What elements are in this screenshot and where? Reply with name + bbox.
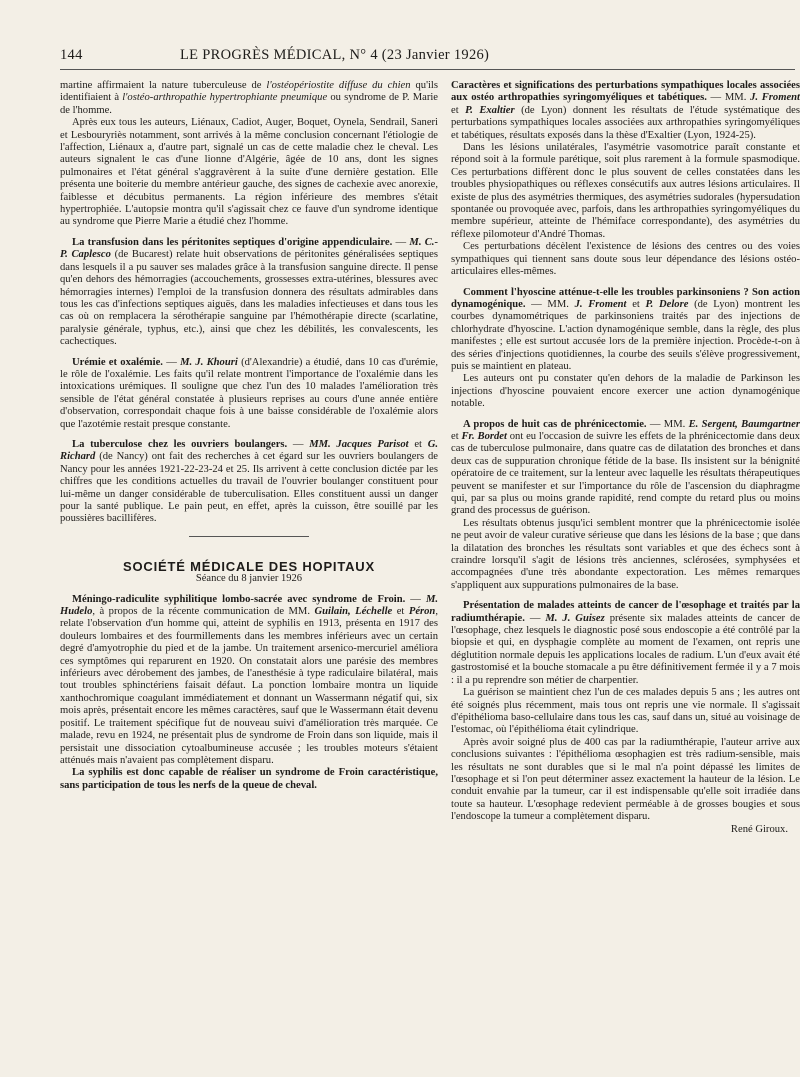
paragraph: Les auteurs ont pu constater qu'en dehors de la maladie de Parkinson les injections d'hyoscine pouvaient encore exercer une action dynamogénique notable. bbox=[451, 373, 800, 410]
author: J. Froment bbox=[574, 298, 627, 310]
signature: René Giroux. bbox=[730, 823, 788, 835]
header-rule bbox=[60, 69, 795, 70]
author: Guilain, Léchelle bbox=[314, 606, 393, 618]
paragraph: Les résultats obtenus jusqu'ici semblent montrer que la phrénicectomie isolée ne peut avoir de valeur curative sérieuse que dans les lésions de la base ; que dans la dilatation des bronches les résultats sont variables et que des échecs sont à craindre lorsqu'il s'agit de lésions très anciennes, sclérosées, symphysées et accompagnées d'une très abondante expectoration. Les mêmes remarques s'appliquent aux suppurations pulmonaires de la base. bbox=[451, 517, 800, 591]
author: Péron bbox=[408, 606, 436, 618]
article-meningo: Méningo-radiculite syphilitique lombo-sacrée avec syndrome de Froin. — M. Hudelo, à propos de la récente communication de MM. Guilain, Léchelle et Péron, relate l'observation d'un homme qui, atteint de syphilis en 1913, présenta en 1917 des douleurs lombaires et des fourmillements dans les membres inférieurs avec un certain degré d'amyotrophie du pied et de la jambe. Un traitement arsenico-mercuriel améliora ces symptômes qui reparurent en 1920. On constatait alors une parésie des membres inférieurs avec dérobement des jambes, de l'anesthésie à type radiculaire bilatéral, mais tout troubles sphinctériens faisait défaut. La ponction lombaire montra un liquide xanthochromique coagulant immédiatement et donnant un Wassermann négatif qui, six mois après, présentait encore les mêmes caractères, sauf que le Wassermann était devenu positif. Le traitement spécifique fut de nouveau suivi d'amélioration très marquée. Ce malade, revu en 1924, ne présentait plus de syndrome de Froin dans son liquide, mais il persistait une dissociation cytoalbumineuse accusée ; les troubles moteurs s'étaient atténués mais n'avaient pas complètement disparu. bbox=[60, 593, 439, 766]
paragraph: Ces perturbations décèlent l'existence de lésions des centres ou des voies sympathiques qui tiennent sans doute sous leur dépendance des lésions ostéo-articulaires elles-mêmes. bbox=[451, 241, 800, 278]
article-title: Caractères et significations des perturbations sympathiques locales associées aux ostéo arthropathies syringomyéliques et tabétiques. bbox=[451, 80, 800, 104]
paragraph: Après eux tous les auteurs, Liénaux, Cadiot, Auger, Boquet, Oynela, Sendrail, Saneri et Lesbouryriès notamment, sont arrivés à la même conclusion concernant l'étiologie de l'affection, Liénaux a, d'autre part, signalé un cas de cette maladie chez le cheval. Les auteurs signalent le cas d'une lionne d'Algérie, âgée de 10 ans, dont les signes pulmonaires et l'état général s'aggravèrent à la suite d'une dernière gestation. Elle présenta une boiterie du membre antérieur gauche, des signes de cachexie avec anorexie, faiblesse et décubitus permanents. La région inférieure des membres s'était hypertrophiée. L'autopsie montra qu'il s'agissait chez ce fauve d'un syndrome identique au syndrome que Pierre Marie a étudié chez l'homme. bbox=[60, 117, 438, 228]
running-title: LE PROGRÈS MÉDICAL, N° 4 (23 Janvier 1926) bbox=[180, 47, 490, 63]
author: M. Hudelo bbox=[60, 593, 439, 618]
author: P. Exaltier bbox=[465, 104, 515, 116]
article-tuberculose: La tuberculose chez les ouvriers boulangers. — MM. Jacques Parisot et G. Richard (de Nancy) ont fait des recherches à cet égard sur les ouvriers boulangers de Nancy pour les années 1921-22-23-24 et 25. Ils arrivent à cette conclusion dictée par les chiffres que les conditions actuelles du travail de l'ouvrier boulanger constituent pour lui-même un danger considérable de tuberculisation. Elles constituent aussi un danger pour la santé publique. Le pain peut, en effet, après la cuisson, être souillé par les poussières bacillifères. bbox=[60, 438, 438, 525]
paragraph: Dans les lésions unilatérales, l'asymétrie vasomotrice paraît constante et répond soit à la formule parétique, soit plus rarement à la formule spasmodique. Ces perturbations diffèrent donc le plus souvent de celles constatées dans les troubles physiopathiques ou réflexes consécutifs aux autres lésions articulaires. Il existe de plus des asymétries thermiques, des asymétries sudorales (hypersudation spontanée ou provoquée avec, parfois, dans les arthropathies syringomyéliques du membre supérieur, atteinte de l'hémiface correspondante), des asymétries du réflexe pilomoteur d'André Thomas. bbox=[451, 142, 800, 240]
article-title: La tuberculose chez les ouvriers boulangers. bbox=[72, 438, 288, 450]
paragraph: martine affirmaient la nature tuberculeuse de l'ostéopériostite diffuse du chien qu'ils identifiaient à l'ostéo-arthropathie hypertrophiante pneumique ou syndrome de P. Marie de l'homme. bbox=[60, 80, 438, 116]
article-oesophage: Présentation de malades atteints de cancer de l'œsophage et traités par la radiumthérapie. — M. J. Guisez présente six malades atteints de cancer de l'œsophage, chez lesquels le diagnostic posé sous endoscopie a été contrôlé par la biopsie et qui, en dysphagie complète au moment de l'examen, ont repris une déglutition normale depuis les applications locales de radium. L'un d'eux avait été gastrostomisé et la bouche stomacale a pu être définitivement fermée il y a 7 mois : il a pu reprendre son métier de charpentier. bbox=[451, 600, 800, 686]
article-title: Comment l'hyoscine atténue-t-elle les troubles parkinsoniens ? Son action dynamogénique. bbox=[451, 286, 800, 310]
author: Fr. Bordet bbox=[461, 430, 507, 442]
author: M. C.-P. Caplesco bbox=[60, 236, 438, 261]
author: P. Delore bbox=[645, 298, 689, 310]
author: E. Sergent, Baumgartner bbox=[688, 418, 800, 430]
article-title: Présentation de malades atteints de cancer de l'œsophage et traités par la radiumthérapie. bbox=[451, 600, 800, 624]
author: MM. Jacques Parisot bbox=[309, 438, 409, 450]
author: M. J. Guisez bbox=[545, 612, 605, 624]
section-heading: SOCIÉTÉ MÉDICALE DES HOPITAUX bbox=[123, 558, 375, 574]
article-sympathiques: Caractères et significations des perturbations sympathiques locales associées aux ostéo arthropathies syringomyéliques et tabétiques. — MM. J. Froment et P. Exaltier (de Lyon) donnent les résultats de l'étude systématique des perturbations sympathiques locales associées aux arthropathies syringomyéliques et tabétiques, résultats exposés dans la thèse d'Exaltier (Lyon, 1924-25). bbox=[451, 80, 800, 141]
author: G. Richard bbox=[60, 438, 438, 463]
article-hyoscine: Comment l'hyoscine atténue-t-elle les troubles parkinsoniens ? Son action dynamogénique. — MM. J. Froment et P. Delore (de Lyon) montrent les courbes dynamométriques de parkinsoniens traités par des injections de chlorhydrate d'hyoscine. L'action dynamogénique semble, dans la règle, des plus manifestes ; elle est surtout accusée lors de la première injection. Procède-t-on à des séries d'injections quotidiennes, la courbe des seuils s'élève progressivement, puis se maintient en plateau. bbox=[451, 286, 800, 372]
article-uremie: Urémie et oxalémie. — M. J. Khouri (d'Alexandrie) a étudié, dans 10 cas d'urémie, le rôle de l'oxalémie. Les faits qu'il relate montrent l'importance de l'oxalémie dans les intoxications urémiques. Il souligne que chez l'un des 10 malades l'amélioration très sensible de l'état général constatée à plusieurs reprises au cours d'une année entière d'observation, correspondait chaque fois à une baisse considérable de l'oxalémie alors que l'azotémie restait presque constante. bbox=[60, 356, 438, 430]
paragraph: La guérison se maintient chez l'un de ces malades depuis 5 ans ; les autres ont été soignés plus récemment, mais tous ont repris une vie normale. Il s'agissait d'épithélioma baso-cellulaire dans tous les cas, sauf dans un, situé au voisinage de l'estomac, où l'épithélioma était cylindrique. bbox=[451, 687, 800, 736]
article-transfusion: La transfusion dans les péritonites septiques d'origine appendiculaire. — M. C.-P. Caplesco (de Bucarest) relate huit observations de péritonites généralisées septiques dans lesquels il a pu sauver ses malades grâce à la transfusion sanguine directe. Il pense qu'en dehors des hémorragies (accouchements, grossesses extra-utérines, blessures avec hémorragies internes) l'emploi de la transfusion donnera des résultats admirables dans tous les cas d'infections septiques aiguës, dans les maladies infectieuses et dans tous les cas où on remplacera la sérothérapie sanguine par l'hémothérapie directe (scarlatine, paralysie générale, typhus, etc.), ainsi que chez les débilités, les convalescents, les cachectiques. bbox=[60, 236, 438, 348]
article-title: A propos de huit cas de phrénicectomie. bbox=[463, 418, 647, 430]
section-date: Séance du 8 janvier 1926 bbox=[195, 573, 303, 585]
article-title: Méningo-radiculite syphilitique lombo-sacrée avec syndrome de Froin. bbox=[72, 593, 406, 605]
author: M. J. Khouri bbox=[180, 356, 238, 368]
paragraph: Après avoir soigné plus de 400 cas par la radiumthérapie, l'auteur arrive aux conclusions suivantes : l'épithélioma œsophagien est très radium-sensible, mais les résultats ne sont durables que si le mal n'a point dépassé les limites de l'œsophage et si l'on peut déterminer assez exactement la hauteur de la lésion. Le conduit envahie par la tumeur, car il est indispensable qu'elle soit irradiée dans toute sa hauteur. L'œsophage redevient perméable à de grosses bougies et sous l'endoscope la tumeur a complètement disparu. bbox=[451, 736, 800, 823]
page-header bbox=[60, 47, 792, 64]
right-column bbox=[451, 80, 800, 836]
left-column bbox=[60, 80, 438, 792]
article-title: Urémie et oxalémie. bbox=[72, 356, 163, 368]
page-number: 144 bbox=[60, 47, 83, 63]
article-phrenicectomie: A propos de huit cas de phrénicectomie. — MM. E. Sergent, Baumgartner et Fr. Bordet ont eu l'occasion de suivre les effets de la phrénicectomie dans deux cas de tuberculose pulmonaire, dans quatre cas de dilatation des bronches et dans deux cas de suppuration chronique fétide de la base. Ils insistent sur la bénignité opératoire de ce traitement, sur la lenteur avec laquelle les résultats thérapeutiques peuvent se manifester et sur l'importance du rôle de l'ascension du diaphragme qui, par sa plus ou moins grande rapidité, rend compte du retard plus ou moins grand des processus de guérison. bbox=[451, 418, 800, 517]
article-title: La transfusion dans les péritonites septiques d'origine appendiculaire. bbox=[72, 236, 393, 248]
author: J. Froment bbox=[750, 92, 800, 104]
conclusion: La syphilis est donc capable de réaliser un syndrome de Froin caractéristique, sans participation de tous les nerfs de la queue de cheval. bbox=[60, 767, 438, 791]
section-separator bbox=[189, 536, 309, 537]
